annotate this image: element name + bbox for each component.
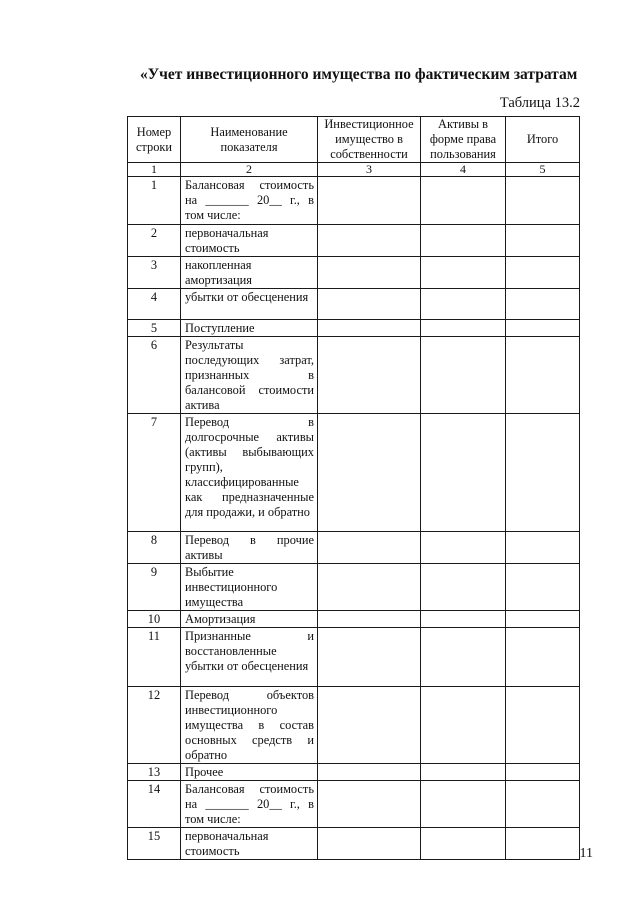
row-name: Балансовая стоимость на _______ 20__ г., в том числе: (181, 177, 318, 225)
table-row (128, 177, 580, 225)
row-name: Поступление (181, 320, 318, 337)
table-row (128, 257, 580, 289)
right-of-use-cell[interactable] (421, 320, 506, 337)
column-number: 4 (421, 163, 506, 177)
row-number: 10 (128, 611, 181, 628)
row-name: Амортизация (181, 611, 318, 628)
owned-property-cell[interactable] (318, 781, 421, 828)
investment-property-table (127, 116, 580, 860)
right-of-use-cell[interactable] (421, 564, 506, 611)
page-number: 11 (579, 846, 593, 861)
table-row (128, 337, 580, 414)
row-number: 13 (128, 764, 181, 781)
owned-property-cell[interactable] (318, 564, 421, 611)
row-number: 6 (128, 337, 181, 414)
right-of-use-cell[interactable] (421, 532, 506, 564)
column-number: 5 (506, 163, 580, 177)
owned-property-cell[interactable] (318, 611, 421, 628)
row-number: 14 (128, 781, 181, 828)
owned-property-cell[interactable] (318, 177, 421, 225)
table-row (128, 764, 580, 781)
right-of-use-cell[interactable] (421, 687, 506, 764)
column-number-row (128, 163, 580, 177)
right-of-use-cell[interactable] (421, 828, 506, 860)
header-indicator-name: Наименование показателя (181, 117, 318, 163)
right-of-use-cell[interactable] (421, 337, 506, 414)
total-cell[interactable] (506, 320, 580, 337)
total-cell[interactable] (506, 225, 580, 257)
row-name: Прочее (181, 764, 318, 781)
table-row (128, 225, 580, 257)
row-name: Результаты последующих затрат, признанных в балансовой стоимости актива (181, 337, 318, 414)
table-row (128, 687, 580, 764)
right-of-use-cell[interactable] (421, 414, 506, 532)
table-row (128, 828, 580, 860)
right-of-use-cell[interactable] (421, 781, 506, 828)
total-cell[interactable] (506, 289, 580, 320)
total-cell[interactable] (506, 257, 580, 289)
total-cell[interactable] (506, 337, 580, 414)
document-title: «Учет инвестиционного имущества по фактическим затратам (140, 66, 578, 83)
owned-property-cell[interactable] (318, 414, 421, 532)
row-name: накопленная амортизация (181, 257, 318, 289)
right-of-use-cell[interactable] (421, 177, 506, 225)
row-number: 1 (128, 177, 181, 225)
row-name: убытки от обесценения (181, 289, 318, 320)
table-row (128, 781, 580, 828)
row-number: 8 (128, 532, 181, 564)
total-cell[interactable] (506, 828, 580, 860)
owned-property-cell[interactable] (318, 628, 421, 687)
header-total: Итого (506, 117, 580, 163)
row-number: 11 (128, 628, 181, 687)
row-number: 9 (128, 564, 181, 611)
right-of-use-cell[interactable] (421, 225, 506, 257)
row-number: 2 (128, 225, 181, 257)
right-of-use-cell[interactable] (421, 257, 506, 289)
row-number: 3 (128, 257, 181, 289)
total-cell[interactable] (506, 564, 580, 611)
table-row (128, 611, 580, 628)
right-of-use-cell[interactable] (421, 764, 506, 781)
row-number: 15 (128, 828, 181, 860)
owned-property-cell[interactable] (318, 257, 421, 289)
total-cell[interactable] (506, 781, 580, 828)
right-of-use-cell[interactable] (421, 289, 506, 320)
owned-property-cell[interactable] (318, 337, 421, 414)
owned-property-cell[interactable] (318, 687, 421, 764)
row-number: 12 (128, 687, 181, 764)
header-owned-property: Инвестиционное имущество в собственности (318, 117, 421, 163)
table-row (128, 532, 580, 564)
header-row-number: Номер строки (128, 117, 181, 163)
row-name: Перевод объектов инвестиционного имущества в состав основных средств и обратно (181, 687, 318, 764)
column-number: 3 (318, 163, 421, 177)
total-cell[interactable] (506, 628, 580, 687)
row-number: 4 (128, 289, 181, 320)
owned-property-cell[interactable] (318, 764, 421, 781)
table-row (128, 289, 580, 320)
row-name: Перевод в прочие активы (181, 532, 318, 564)
total-cell[interactable] (506, 687, 580, 764)
table-row (128, 564, 580, 611)
table-row (128, 320, 580, 337)
owned-property-cell[interactable] (318, 828, 421, 860)
owned-property-cell[interactable] (318, 289, 421, 320)
total-cell[interactable] (506, 532, 580, 564)
column-number: 2 (181, 163, 318, 177)
owned-property-cell[interactable] (318, 225, 421, 257)
row-name: Перевод в долгосрочные активы (активы выбывающих групп), классифицированные как предназначенные для продажи, и обратно (181, 414, 318, 532)
row-name: Балансовая стоимость на _______ 20__ г., в том числе: (181, 781, 318, 828)
owned-property-cell[interactable] (318, 320, 421, 337)
total-cell[interactable] (506, 764, 580, 781)
right-of-use-cell[interactable] (421, 628, 506, 687)
row-number: 5 (128, 320, 181, 337)
total-cell[interactable] (506, 414, 580, 532)
table-row (128, 414, 580, 532)
table-row (128, 628, 580, 687)
row-name: первоначальная стоимость (181, 828, 318, 860)
table-caption: Таблица 13.2 (499, 95, 580, 111)
total-cell[interactable] (506, 177, 580, 225)
right-of-use-cell[interactable] (421, 611, 506, 628)
column-number: 1 (128, 163, 181, 177)
header-right-of-use-assets: Активы в форме права пользования (421, 117, 506, 163)
row-name: Выбытие инвестиционного имущества (181, 564, 318, 611)
total-cell[interactable] (506, 611, 580, 628)
row-name: Признанные и восстановленные убытки от обесценения (181, 628, 318, 687)
owned-property-cell[interactable] (318, 532, 421, 564)
table-header-row (128, 117, 580, 163)
row-number: 7 (128, 414, 181, 532)
row-name: первоначальная стоимость (181, 225, 318, 257)
